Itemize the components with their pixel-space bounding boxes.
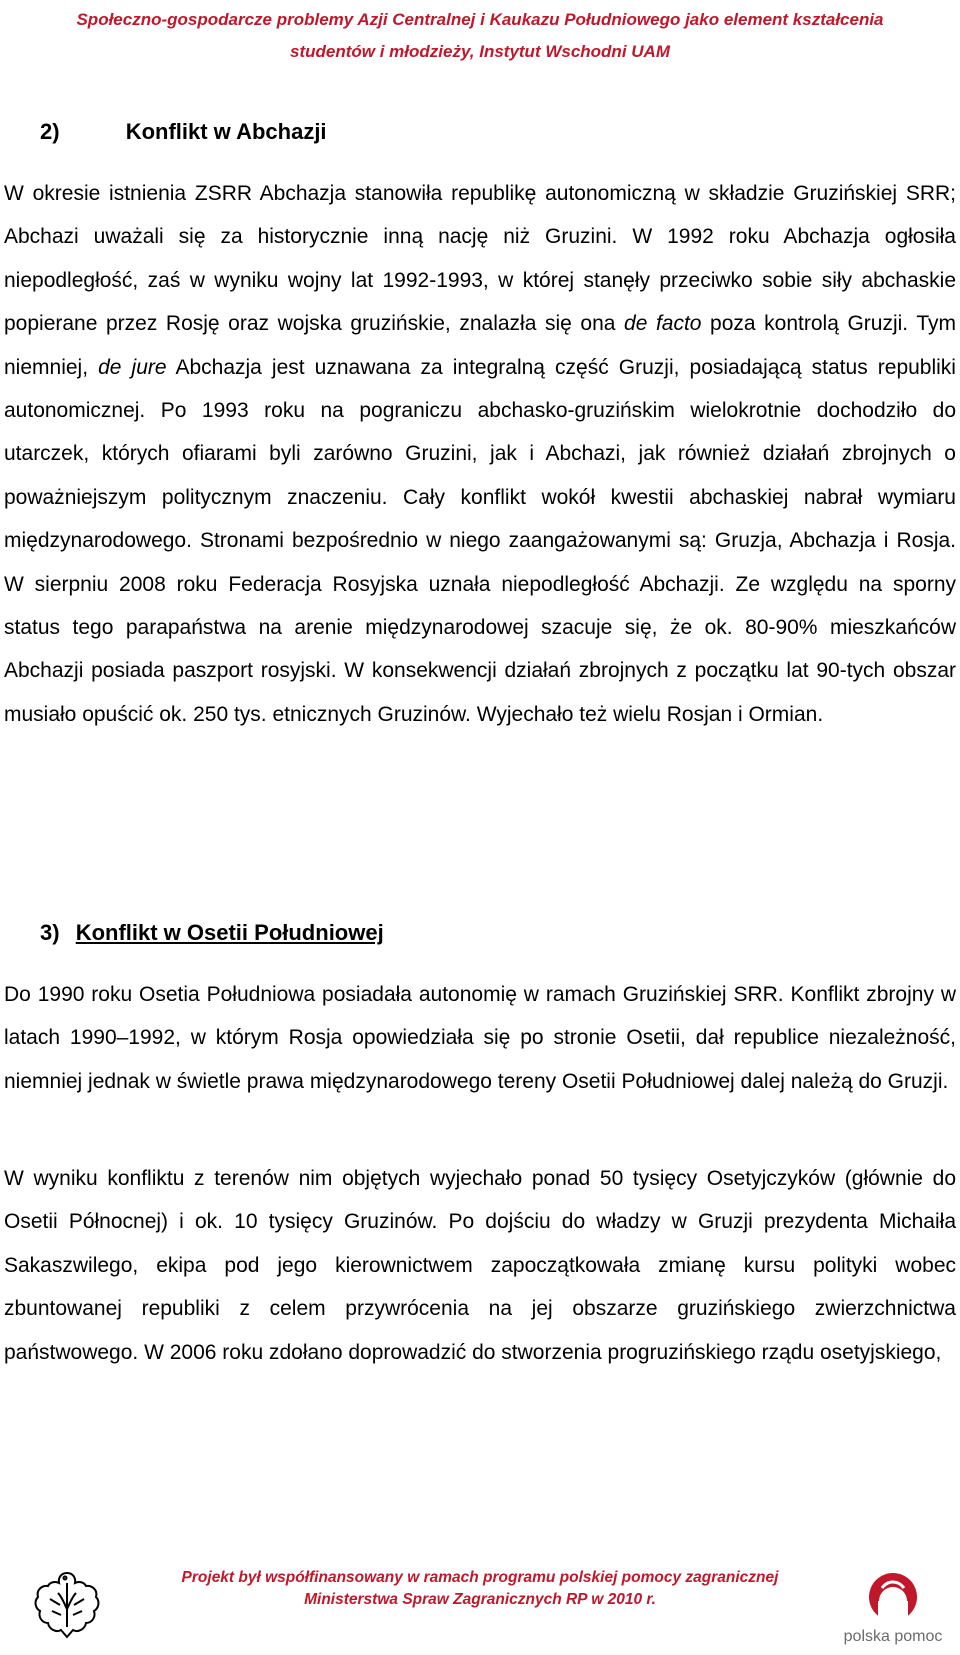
footer-line-1: Projekt był współfinansowany w ramach programu polskiej pomocy zagranicznej (181, 1569, 779, 1586)
footer-line-2: Ministerstwa Spraw Zagranicznych RP w 2010 r. (304, 1591, 656, 1608)
section-2-number: 2) (40, 119, 60, 144)
italic-term: de facto (624, 312, 702, 336)
page-footer (130, 1567, 830, 1611)
section-2-paragraph (4, 172, 956, 736)
text-run: Abchazja jest uznawana za integralną część Gruzji, posiadającą status republiki autonomicznej. Po 1993 roku na pograniczu abchasko-gruzińskim wielokrotnie dochodziło do utarczek, których ofiarami byli zarówno Gruzini, jak i Abchazi, jak również działań zbrojnych o poważniejszym politycznym znaczeniu. Cały konflikt wokół kwestii abchaskiej nabrał wymiaru międzynarodowego. Stronami bezpośrednio w niego zaangażowanymi są: Gruzja, Abchazja i Rosja. W sierpniu 2008 roku Federacja Rosyjska uznała niepodległość Abchazji. Ze względu na sporny status tego parapaństwa na arenie międzynarodowej szacuje się, że ok. 80-90% mieszkańców Abchazji posiada paszport rosyjski. W konsekwencji działań zbrojnych z początku lat 90-tych obszar musiało opuścić ok. 250 tys. etnicznych Gruzinów. Wyjechało też wielu Rosjan i Ormian. (4, 355, 956, 726)
header-line-2: studentów i młodzieży, Instytut Wschodni UAM (290, 42, 670, 61)
section-2-heading (40, 117, 327, 147)
eagle-emblem-icon (28, 1565, 106, 1643)
section-3-paragraph-2: W wyniku konfliktu z terenów nim objętych wyjechało ponad 50 tysięcy Osetyjczyków (głównie do Osetii Północnej) i ok. 10 tysięcy Gruzinów. Po dojściu do władzy w Gruzji prezydenta Michaiła Sakaszwilego, ekipa pod jego kierownictwem zapoczątkowała zmianę kursu polityki wobec zbuntowanej republiki z celem przywrócenia na jej obszarze gruzińskiego zwierzchnictwa państwowego. W 2006 roku zdołano doprowadzić do stworzenia progruzińskiego rządu osetyjskiego, (4, 1167, 956, 1364)
header-line-1: Społeczno-gospodarcze problemy Azji Centralnej i Kaukazu Południowego jako element kształcenia (76, 10, 884, 29)
section-3-number: 3) (40, 920, 60, 945)
section-3-paragraph-1: Do 1990 roku Osetia Południowa posiadała autonomię w ramach Gruzińskiej SRR. Konflikt zbrojny w latach 1990–1992, w którym Rosja opowiedziała się po stronie Osetii, dał republice niezależność, niemniej jednak w świetle prawa międzynarodowego tereny Osetii Południowej dalej należą do Gruzji. (4, 983, 956, 1093)
text-run: W okresie istnienia ZSRR Abchazja stanowiła republikę autonomiczną w składzie Gruzińskiej SRR; Abchazi uważali się za historycznie inną nację niż Gruzini. W 1992 roku Abchazja ogłosiła niepodległość, zaś w wyniku wojny lat 1992-1993, w której stanęły przeciwko sobie siły abchaskie popierane przez Rosję oraz wojska gruzińskie, znalazła się ona (4, 182, 956, 336)
italic-term: de jure (98, 355, 167, 379)
section-3-heading (40, 918, 384, 948)
page-header (0, 4, 960, 68)
polska-pomoc-logo (838, 1570, 948, 1652)
polska-pomoc-logo-icon (838, 1570, 948, 1628)
text-run: poza kontrolą Gruzji. Tym niemniej, (4, 312, 956, 379)
logo-text: polska pomoc (843, 1628, 943, 1645)
section-2-title: Konflikt w Abchazji (125, 119, 327, 144)
section-3-title: Konflikt w Osetii Południowej (75, 920, 384, 945)
